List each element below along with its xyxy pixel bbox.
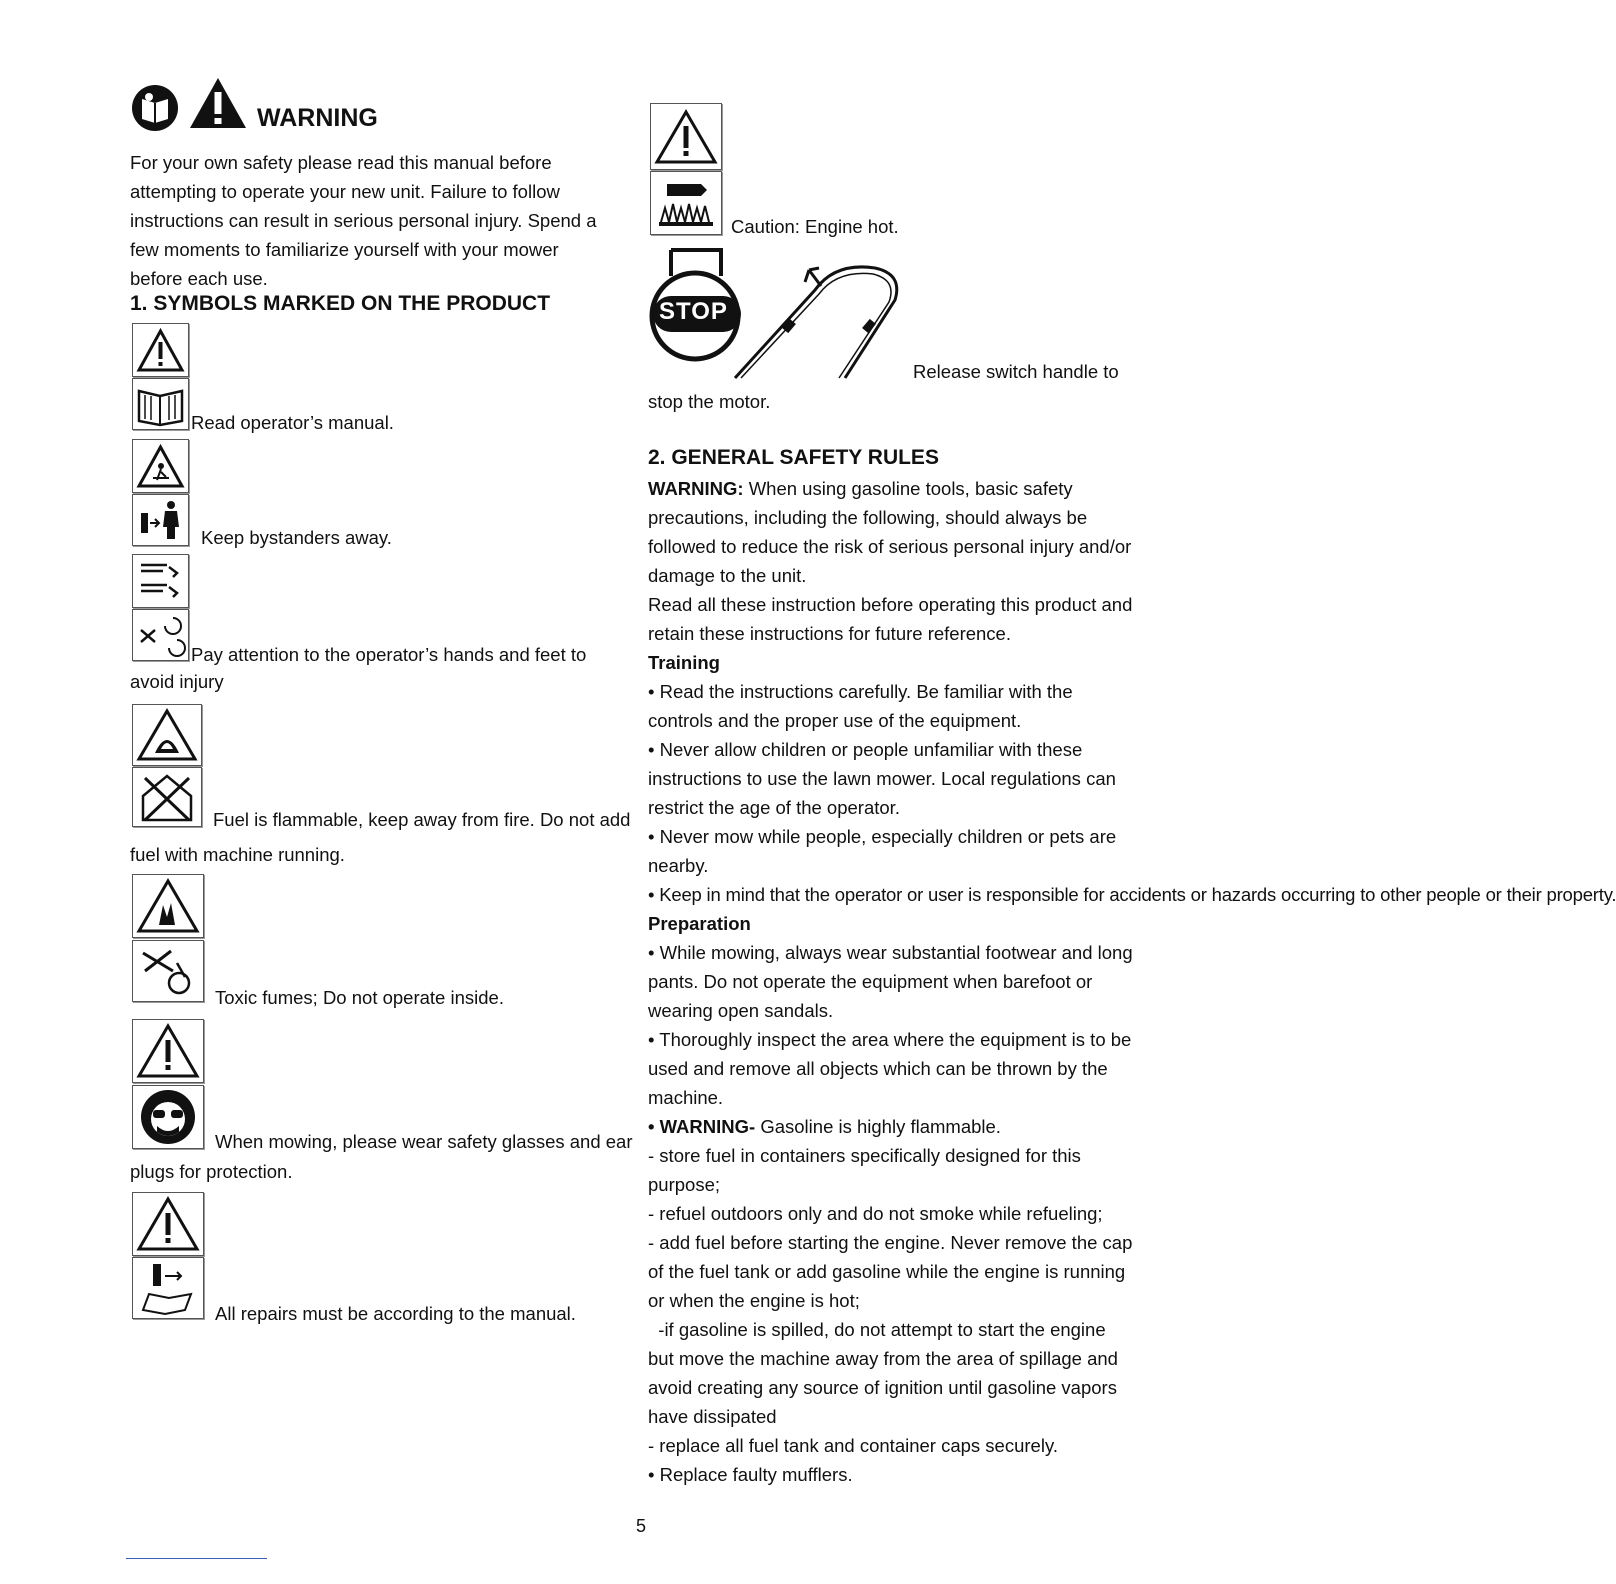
read-manual-icon (131, 84, 179, 132)
symbol-caption: Read operator’s manual. (191, 412, 394, 433)
repair-manual-icon (132, 1257, 204, 1319)
foot-rotating-blade-icon (132, 609, 189, 661)
symbol-caption: Keep bystanders away. (201, 527, 392, 548)
warning-icon (650, 103, 722, 170)
manual-book-icon (132, 378, 189, 430)
release-caption: Release switch handle to (913, 361, 1119, 382)
symbol-caption: plugs for protection. (130, 1161, 293, 1182)
training-heading-text: Training (648, 652, 720, 673)
mower-handle-icon (725, 250, 915, 380)
symbol-caption: When mowing, please wear safety glasses and ear (215, 1131, 633, 1152)
read-all-paragraph: Read all these instruction before operating this product and retain these instructions for future reference. (648, 594, 1133, 644)
list-item: • Read the instructions carefully. Be familiar with the controls and the proper use of the equipment. (648, 681, 1073, 731)
preparation-heading-text: Preparation (648, 913, 751, 934)
toxic-fumes-warning-icon (132, 874, 204, 938)
training-heading (648, 648, 1133, 677)
list-item: -if gasoline is spilled, do not attempt to start the engine but move the machine away from the area of spillage and avoid creating any source of ignition until gasoline vapors have dissipated (648, 1319, 1124, 1427)
bystander-icon (132, 494, 189, 546)
warning-icon (132, 323, 189, 377)
symbol-caption: Pay attention to the operator’s hands and feet to (191, 644, 587, 665)
section2-heading: 2. GENERAL SAFETY RULES (648, 446, 939, 469)
eye-ear-protection-icon (132, 1085, 204, 1149)
list-item: - refuel outdoors only and do not smoke while refueling; (648, 1203, 1103, 1224)
list-item: • Never mow while people, especially children or pets are nearby. (648, 826, 1117, 876)
gas-warning-label: • WARNING- (648, 1116, 756, 1137)
page-number: 5 (636, 1516, 647, 1536)
list-item: - add fuel before starting the engine. Never remove the cap of the fuel tank or add gasoline while the engine is running or when the engine is hot; (648, 1232, 1133, 1311)
preparation-heading (648, 909, 1133, 938)
warning-icon (132, 1019, 204, 1083)
intro-text: For your own safety please read this manual before attempting to operate your new unit. Failure to follow instructions can result in serious personal injury. Spend a few moments to familiarize yourself with your mower before each use. (130, 152, 597, 289)
warning-label: WARNING: (648, 478, 744, 499)
list-item: - store fuel in containers specifically designed for this purpose; (648, 1145, 1081, 1195)
warning-triangle-icon (188, 76, 248, 130)
symbol-caption: All repairs must be according to the manual. (215, 1303, 576, 1324)
general-safety-rules-text (648, 474, 1616, 1489)
list-item: • While mowing, always wear substantial footwear and long pants. Do not operate the equipment when barefoot or wearing open sandals. (648, 942, 1133, 1021)
symbol-caption: Fuel is flammable, keep away from fire. Do not add (213, 809, 631, 830)
no-indoor-engine-icon (132, 940, 204, 1002)
list-item: • Never allow children or people unfamiliar with these instructions to use the lawn mower. Local regulations can restrict the age of the operator. (648, 739, 1116, 818)
warning-text: When using gasoline tools, basic safety precautions, including the following, should always be followed to reduce the risk of serious personal injury and/or damage to the unit. (648, 478, 1132, 586)
section1-heading: 1. SYMBOLS MARKED ON THE PRODUCT (130, 292, 551, 315)
list-item: • Keep in mind that the operator or user is responsible for accidents or hazards occurring to other people or their property. (648, 884, 1616, 905)
footnote-divider (126, 1558, 267, 1559)
fire-hazard-warning-icon (132, 704, 202, 766)
symbol-caption: fuel with machine running. (130, 844, 345, 865)
no-fire-house-icon (132, 767, 202, 827)
gas-warning-text: Gasoline is highly flammable. (755, 1116, 1001, 1137)
warning-icon (132, 1192, 204, 1256)
hand-blade-icon (132, 554, 189, 608)
list-item: • Replace faulty mufflers. (648, 1464, 853, 1485)
engine-hot-caption: Caution: Engine hot. (731, 216, 899, 237)
stop-label: STOP (659, 298, 728, 325)
symbol-caption: avoid injury (130, 671, 224, 692)
gas-warning (648, 1112, 1133, 1141)
list-item: • Thoroughly inspect the area where the equipment is to be used and remove all objects which can be thrown by the machine. (648, 1029, 1132, 1108)
list-item: - replace all fuel tank and container caps securely. (648, 1435, 1058, 1456)
release-caption: stop the motor. (648, 391, 771, 412)
thrown-objects-warning-icon (132, 439, 189, 493)
warning-title: WARNING (257, 104, 378, 132)
warning-paragraph (648, 474, 1133, 590)
hot-surface-icon (650, 171, 722, 235)
symbol-caption: Toxic fumes; Do not operate inside. (215, 987, 504, 1008)
